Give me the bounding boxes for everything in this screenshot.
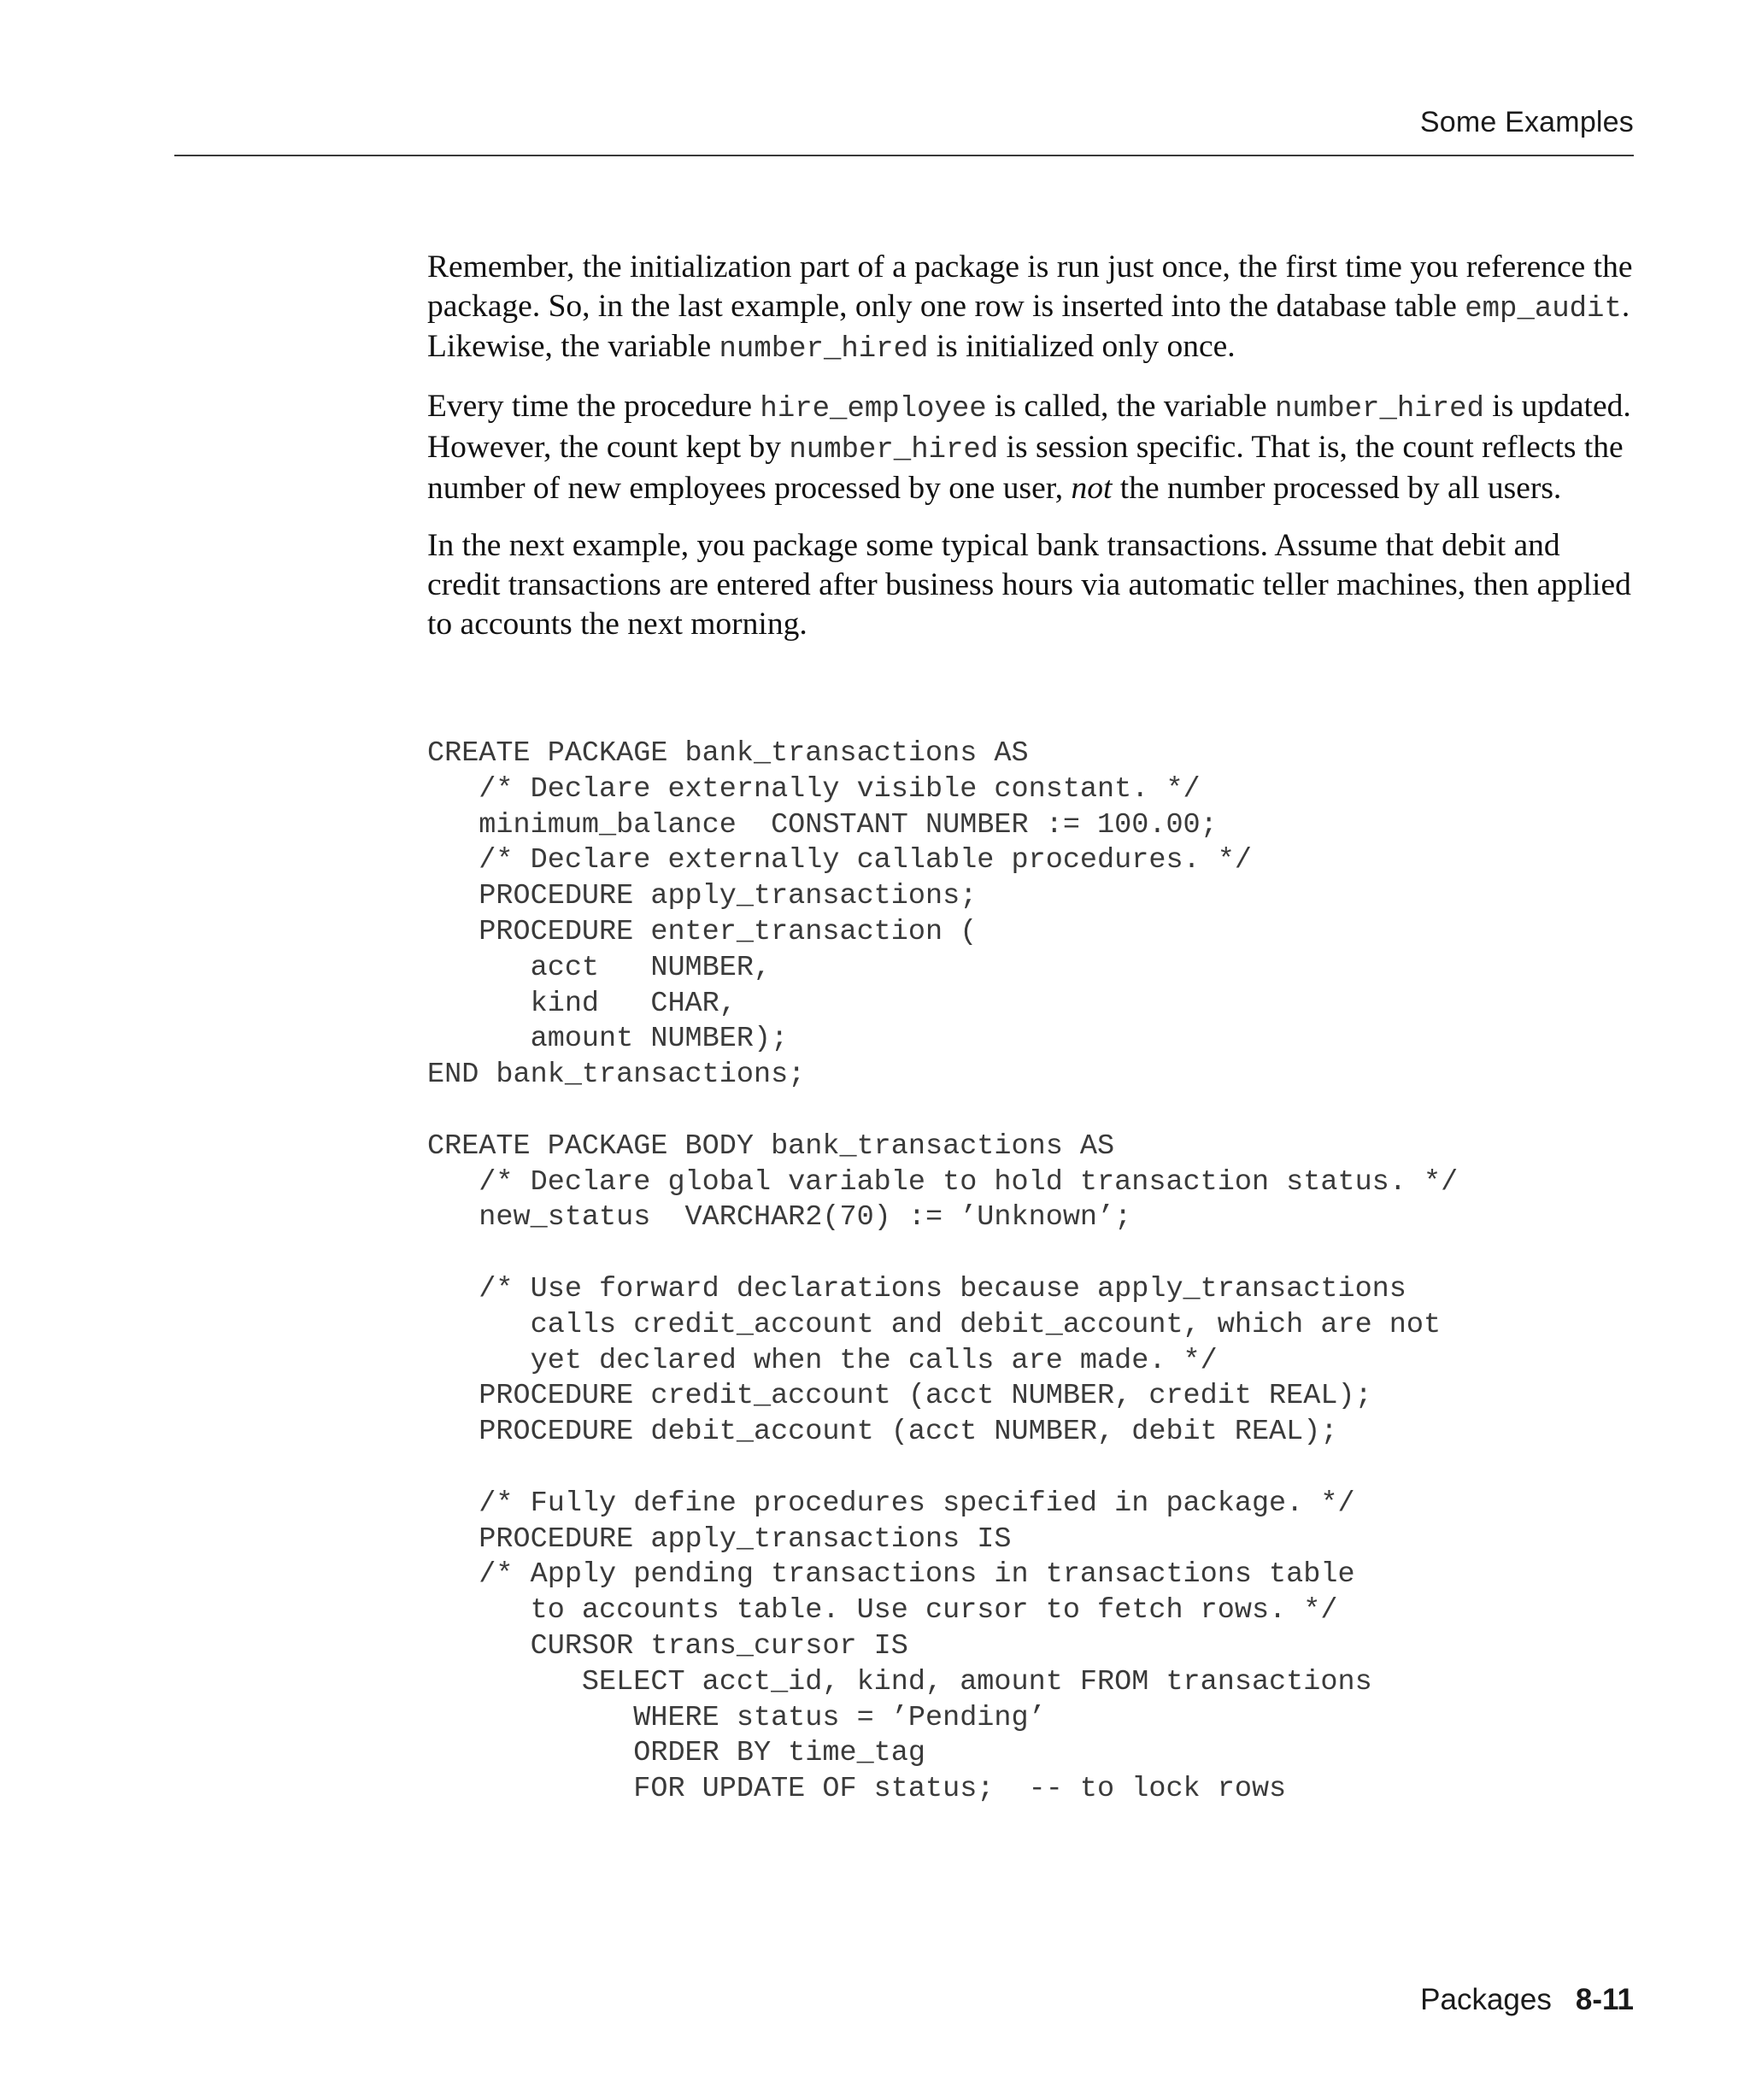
code-line: /* Apply pending transactions in transactions table xyxy=(427,1558,1355,1592)
code-line: /* Declare global variable to hold transaction status. */ xyxy=(427,1165,1459,1199)
code-line: /* Declare externally callable procedures. */ xyxy=(427,844,1252,877)
code-line: /* Use forward declarations because apply_transactions xyxy=(427,1272,1406,1305)
code-line: PROCEDURE debit_account (acct NUMBER, debit REAL); xyxy=(427,1416,1338,1449)
code-line: CREATE PACKAGE bank_transactions AS xyxy=(427,737,1029,770)
code-line: ORDER BY time_tag xyxy=(427,1737,925,1770)
code-line: FOR UPDATE OF status; -- to lock rows xyxy=(427,1773,1287,1806)
code-line: PROCEDURE credit_account (acct NUMBER, credit REAL); xyxy=(427,1380,1372,1413)
code-line xyxy=(427,1236,1458,1272)
text-run: In the next example, you package some typical bank transactions. Assume that debit and credit transactions are entered after business hours via automatic teller machines, then applied to accounts the next morning. xyxy=(427,528,1631,642)
running-header: Some Examples xyxy=(1419,106,1634,138)
code-line: PROCEDURE enter_transaction ( xyxy=(427,915,978,948)
header-rule xyxy=(174,155,1634,156)
footer-chapter: Packages xyxy=(1420,1983,1552,2016)
text-run: Remember, the initialization part of a package is run just once, the first time you reference the package. So, in the last example, only one row is inserted into the database table xyxy=(427,249,1633,324)
code-listing xyxy=(427,736,1458,1808)
inline-code-hire-employee: hire_employee xyxy=(760,393,987,426)
inline-code-number-hired: number_hired xyxy=(1275,393,1484,426)
code-line: END bank_transactions; xyxy=(427,1059,806,1092)
inline-code-number-hired: number_hired xyxy=(789,433,999,466)
text-run: is updated. However, the count kept by xyxy=(427,389,1631,465)
code-line xyxy=(427,1094,1458,1129)
code-line: SELECT acct_id, kind, amount FROM transactions xyxy=(427,1665,1372,1698)
text-run: . Likewise, the variable xyxy=(427,288,1630,365)
code-line: /* Fully define procedures specified in package. */ xyxy=(427,1487,1355,1520)
code-line: yet declared when the calls are made. */ xyxy=(427,1344,1218,1377)
inline-code-emp-audit: emp_audit xyxy=(1465,292,1622,326)
paragraph-initialization xyxy=(427,248,1641,368)
code-line: CURSOR trans_cursor IS xyxy=(427,1629,908,1663)
inline-code-number-hired: number_hired xyxy=(719,333,929,367)
emphasis-not: not xyxy=(1071,470,1113,506)
running-footer xyxy=(1420,1983,1634,2017)
code-line: PROCEDURE apply_transactions IS xyxy=(427,1522,1012,1556)
code-line: WHERE status = ’Pending’ xyxy=(427,1701,1046,1734)
code-line: new_status VARCHAR2(70) := ’Unknown’; xyxy=(427,1201,1132,1235)
code-line: /* Declare externally visible constant. */ xyxy=(427,772,1201,806)
text-run: is called, the variable xyxy=(986,389,1276,425)
code-line: amount NUMBER); xyxy=(427,1023,789,1056)
code-line: to accounts table. Use cursor to fetch rows. */ xyxy=(427,1594,1338,1628)
code-line: CREATE PACKAGE BODY bank_transactions AS xyxy=(427,1129,1115,1163)
page-number: 8-11 xyxy=(1575,1983,1634,2016)
code-line xyxy=(427,1451,1458,1487)
code-line: minimum_balance CONSTANT NUMBER := 100.00; xyxy=(427,808,1218,842)
text-run: the number processed by all users. xyxy=(1112,470,1562,506)
code-line: PROCEDURE apply_transactions; xyxy=(427,880,978,913)
code-line: kind CHAR, xyxy=(427,987,737,1020)
text-run: Every time the procedure xyxy=(427,389,760,425)
text-run: is session specific. That is, the count reflects the number of new employees processed by one user, xyxy=(427,429,1624,506)
paragraph-bank-example xyxy=(427,526,1641,643)
body-text xyxy=(427,248,1641,662)
paragraph-session-specific xyxy=(427,387,1641,507)
code-line: calls credit_account and debit_account, which are not xyxy=(427,1308,1442,1341)
text-run: is initialized only once. xyxy=(928,329,1236,365)
code-line: acct NUMBER, xyxy=(427,951,772,984)
